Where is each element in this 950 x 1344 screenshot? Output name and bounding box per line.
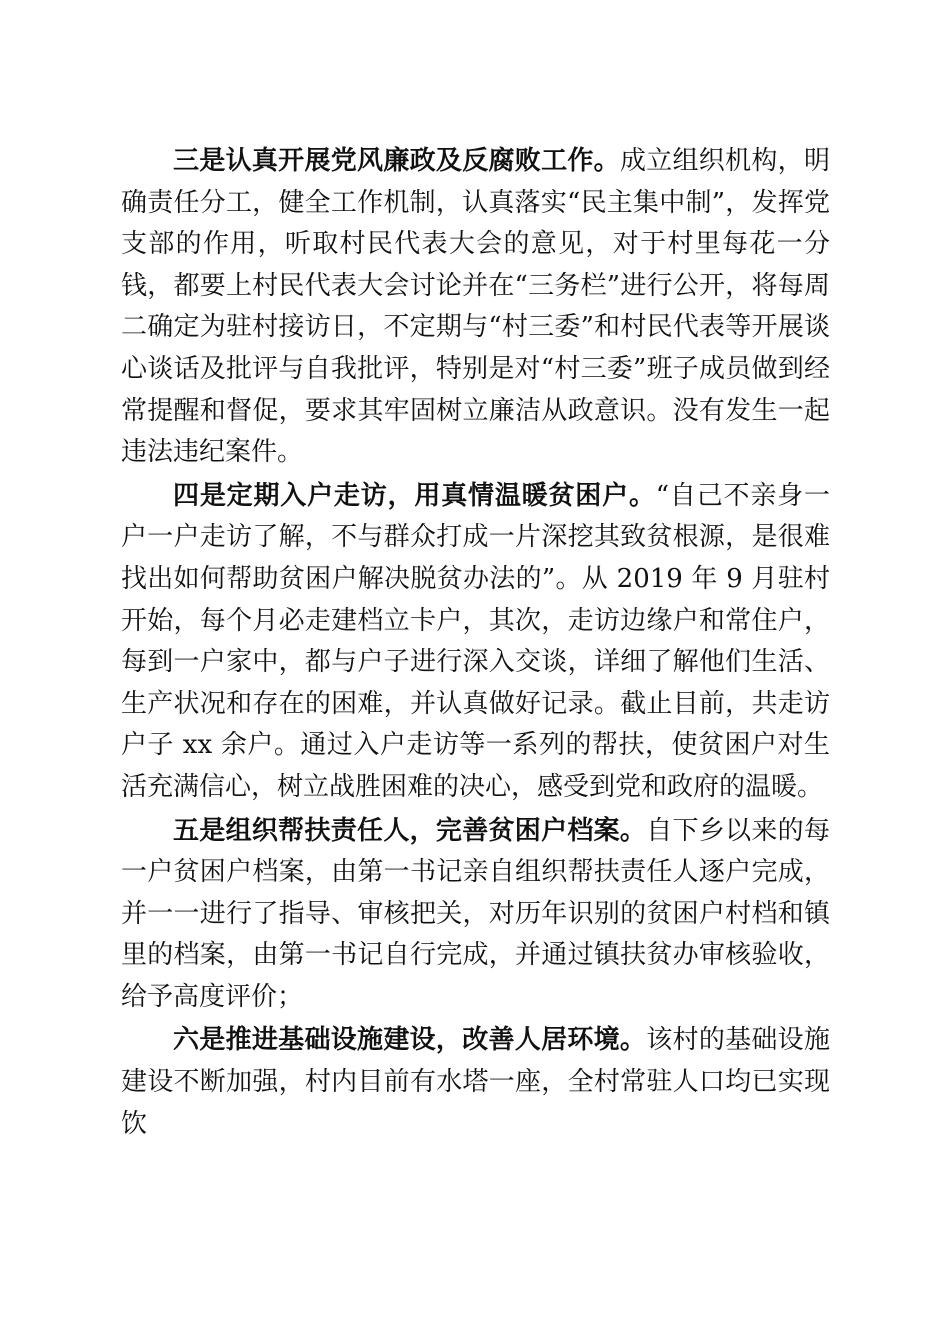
paragraph-body: “自己不亲身一户一户走访了解，不与群众打成一片深挖其致贫根源，是很难找出如何帮助贫困户解决脱贫办法的”。从 2019 年 9 月驻村开始，每个月必走建档立卡户，其次，走访边缘户和常住户，每到一户家中，都与户子进行深入交谈，详细了解他们生活、生产状况和存在的困难，并认真做好记录。截止目前，共走访户子 xx 余户。通过入户走访等一系列的帮扶，使贫困户对生活充满信心，树立战胜困难的决心，感受到党和政府的温暖。 [121, 480, 830, 802]
paragraph-household-visits [121, 476, 830, 809]
paragraph-poverty-files [121, 811, 830, 1019]
paragraph-body: 该村的基础设施建设不断加强，村内目前有水塔一座，全村常驻人口均已实现饮 [121, 1025, 830, 1139]
paragraph-body: 自下乡以来的每一户贫困户档案，由第一书记亲自组织帮扶责任人逐户完成，并一一进行了指导、审核把关，对历年识别的贫困户村档和镇里的档案，由第一书记自行完成，并通过镇扶贫办审核验收，给予高度评价； [121, 815, 830, 1012]
paragraph-heading: 三是认真开展党风廉政及反腐败工作。 [173, 146, 620, 176]
paragraph-body: 成立组织机构，明确责任分工，健全工作机制，认真落实“民主集中制”，发挥党支部的作用，听取村民代表大会的意见，对于村里每花一分钱，都要上村民代表大会讨论并在“三务栏”进行公开，将每周二确定为驻村接访日，不定期与“村三委”和村民代表等开展谈心谈话及批评与自我批评，特别是对“村三委”班子成员做到经常提醒和督促，要求其牢固树立廉洁从政意识。没有发生一起违法违纪案件。 [121, 146, 830, 468]
paragraph-heading: 四是定期入户走访，用真情温暖贫困户。 [173, 480, 656, 511]
paragraph-heading: 六是推进基础设施建设，改善人居环境。 [173, 1025, 647, 1056]
paragraph-heading: 五是组织帮扶责任人，完善贫困户档案。 [173, 815, 647, 846]
paragraph-infrastructure [121, 1020, 830, 1145]
document-page [121, 141, 830, 1145]
paragraph-anti-corruption [121, 141, 830, 474]
